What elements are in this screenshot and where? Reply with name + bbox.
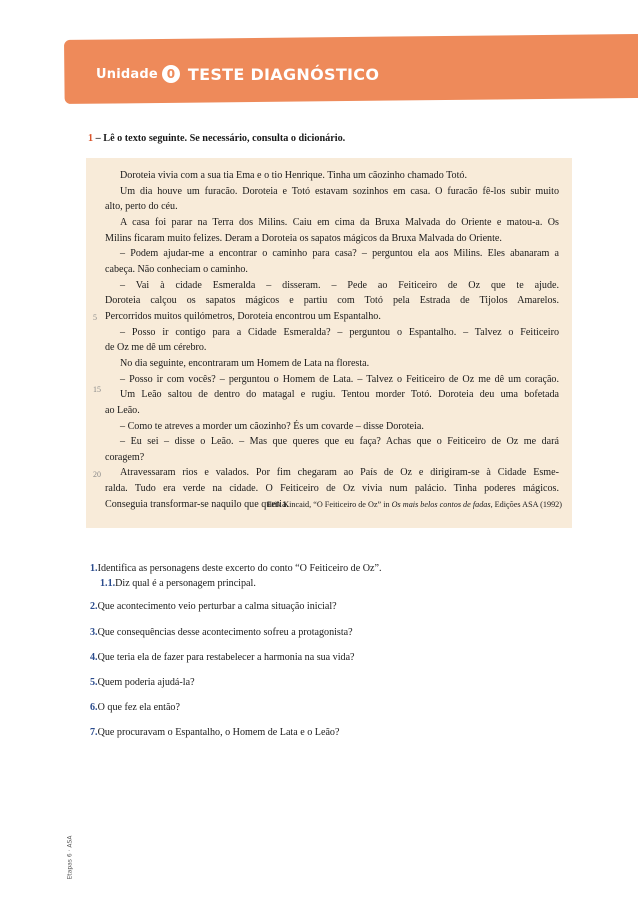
line-number: 15 [93,385,101,395]
publisher-logo: Etapas 6 · ASA [66,835,74,880]
question-item: 5.Quem poderia ajudá-la? [90,677,195,688]
story-line: ralda. Tudo era verde na cidade. O Feiticeiro de Oz vivia num palácio. Tinha poderes mágicos. [105,483,559,495]
page-title: TESTE DIAGNÓSTICO [187,64,380,84]
story-line: 15 Um Leão saltou de dentro do matagal e rugiu. Tentou morder Totó. Doroteia deu uma bofetada [105,387,559,403]
header [96,62,379,86]
instruction-number: 1 [88,133,94,144]
story-line: – Eu sei – disse o Leão. – Mas que queres que eu faça? Achas que o Feiticeiro de Oz me dará [120,436,559,448]
unit-number-badge: 0 [162,65,180,83]
instruction-text: – Lê o texto seguinte. Se necessário, consulta o dicionário. [93,133,346,144]
story-text [93,168,559,512]
story-line: – Como te atreves a morder um cãozinho? És um covarde – disse Doroteia. [120,420,424,432]
book-title: Os mais belos contos de fadas [391,500,491,509]
question-item: 4.Que teria ela de fazer para restabelecer a harmonia na sua vida? [90,652,355,663]
story-line: 5 Percorridos muitos quilómetros, Doroteia encontrou um Espantalho. [105,309,559,325]
question-item: 2.Que acontecimento veio perturbar a calma situação inicial? [90,601,337,612]
question-item: 6.O que fez ela então? [90,702,180,713]
story-line: Conseguia transformar-se naquilo que queria. [105,498,289,510]
story-line: A casa foi parar na Terra dos Milins. Caiu em cima da Bruxa Malvada do Oriente e matou-a. Os [120,216,559,228]
story-line: coragem? [105,451,145,463]
story-line: – Posso ir com vocês? – perguntou o Homem de Lata. – Talvez o Feiticeiro de Oz me dê um coração. [120,373,559,385]
question-item: 1.1.Diz qual é a personagem principal. [100,578,256,589]
story-line: No dia seguinte, encontraram um Homem de Lata na floresta. [120,357,370,369]
story-line: Um dia houve um furacão. Doroteia e Totó estavam sozinhos em casa. O furacão fê-los subir muito [120,185,559,197]
story-line: – Podem ajudar-me a encontrar o caminho para casa? – perguntou ela aos Milins. Eles abanaram a [120,248,559,260]
story-line: ao Leão. [105,404,140,416]
question-item: 3.Que consequências desse acontecimento sofreu a protagonista? [90,627,353,638]
line-number: 20 [93,470,101,480]
source-citation: Erik Kincaid, “O Feiticeiro de Oz” in Os mais belos contos de fadas, Edições ASA (1992) [267,500,562,509]
story-line: alto, perto do céu. [105,201,178,213]
question-item: 7.Que procuravam o Espantalho, o Homem de Lata e o Leão? [90,727,340,738]
story-line: – Posso ir contigo para a Cidade Esmeralda? – perguntou o Espantalho. – Talvez o Feiticeiro [120,326,559,338]
instruction [88,133,345,144]
line-number: 5 [93,312,97,322]
story-line: Doroteia calçou os sapatos mágicos e partiu com Totó pela Estrada de Tijolos Amarelos. [105,295,559,307]
question-item: 1.Identifica as personagens deste excerto do conto “O Feiticeiro de Oz”. [90,563,382,574]
story-line: de Oz me dê um cérebro. [105,342,207,354]
story-line: 20 Atravessaram rios e valados. Por fim chegaram ao País de Oz e dirigiram-se à Cidade Esme- [105,465,559,481]
story-line: Doroteia vivia com a sua tia Ema e o tio Henrique. Tinha um cãozinho chamado Totó. [120,170,467,181]
unit-label: Unidade [96,66,158,82]
story-line: cabeça. Não conheciam o caminho. [105,263,248,275]
story-line: Milins ficaram muito felizes. Deram a Doroteia os sapatos mágicos da Bruxa Malvada do Oriente. [105,232,502,244]
story-line: – Vai à cidade Esmeralda – disseram. – Pede ao Feiticeiro de Oz que te ajude. [120,279,559,291]
